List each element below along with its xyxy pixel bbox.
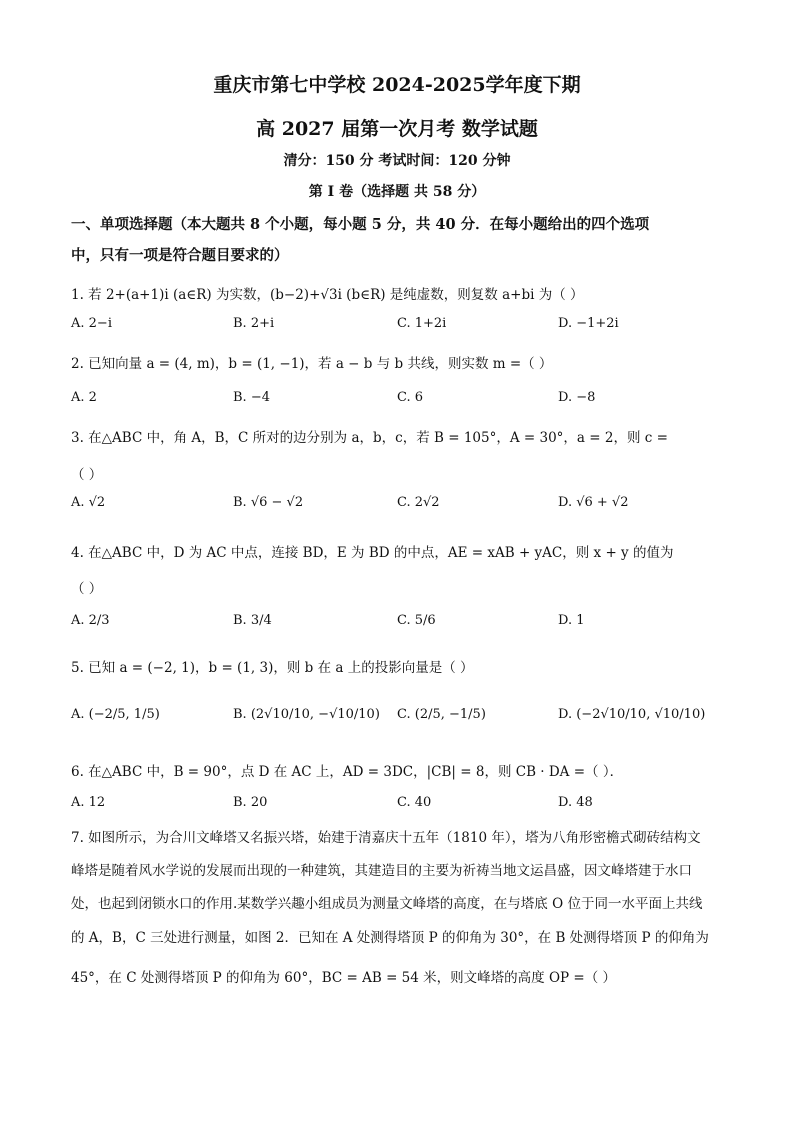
option-c: C. 2√2 — [397, 495, 440, 510]
option-c: C. 5/6 — [397, 613, 436, 628]
question-1-options — [0, 316, 794, 336]
question-6-stem: 6. 在△ABC 中，B = 90°，点 D 在 AC 上，AD = 3DC，|CB| = 8，则 CB · DA =（ ）． — [71, 764, 624, 780]
question-4-options — [0, 613, 794, 633]
question-4-stem: 4. 在△ABC 中，D 为 AC 中点，连接 BD，E 为 BD 的中点，AE = xAB + yAC，则 x + y 的值为 — [71, 545, 674, 561]
question-1-stem: 1. 若 2+(a+1)i (a∈R) 为实数，(b−2)+√3i (b∈R) 是纯虚数，则复数 a+bi 为（ ） — [71, 287, 584, 303]
option-a: A. (−2/5, 1/5) — [71, 707, 160, 722]
option-d: D. −8 — [558, 390, 596, 405]
option-d: D. √6 + √2 — [558, 495, 629, 510]
question-5-options — [0, 707, 794, 727]
option-a: A. 2/3 — [71, 613, 110, 628]
question-2-options — [0, 390, 794, 410]
option-d: D. (−2√10/10, √10/10) — [558, 707, 706, 722]
option-b: B. 20 — [233, 795, 268, 810]
question-7-line1: 7. 如图所示，为合川文峰塔又名振兴塔，始建于清嘉庆十五年（1810 年），塔为八角形密檐式砌砖结构文 — [71, 830, 701, 846]
question-7-line3: 处，也起到闭锁水口的作用.某数学兴趣小组成员为测量文峰塔的高度，在与塔底 O 位于同一水平面上共线 — [71, 896, 703, 912]
question-3-blank: （ ） — [71, 467, 103, 483]
option-c: C. 6 — [397, 390, 424, 405]
option-a: A. 2 — [71, 390, 97, 405]
question-5-stem: 5. 已知 a = (−2, 1)，b = (1, 3)，则 b 在 a 上的投影向量是（ ） — [71, 660, 474, 676]
option-b: B. (2√10/10, −√10/10) — [233, 707, 380, 722]
option-a: A. 12 — [71, 795, 106, 810]
exam-title: 重庆市第七中学校 2024-2025学年度下期 — [213, 74, 581, 96]
option-d: D. −1+2i — [558, 316, 619, 331]
option-a: A. √2 — [71, 495, 106, 510]
question-7-line4: 的 A，B，C 三处进行测量，如图 2．已知在 A 处测得塔顶 P 的仰角为 30°，在 B 处测得塔顶 P 的仰角为 — [71, 930, 709, 946]
exam-subtitle: 高 2027 届第一次月考 数学试题 — [256, 118, 538, 140]
option-c: C. 40 — [397, 795, 432, 810]
volume-heading: 第 I 卷（选择题 共 58 分） — [308, 184, 486, 200]
option-c: C. 1+2i — [397, 316, 447, 331]
question-3-options — [0, 495, 794, 515]
question-6-options — [0, 795, 794, 815]
option-b: B. 2+i — [233, 316, 275, 331]
question-7-line5: 45°，在 C 处测得塔顶 P 的仰角为 60°，BC = AB = 54 米，则文峰塔的高度 OP =（ ） — [71, 970, 616, 986]
section-heading-line2: 中，只有一项是符合题目要求的） — [71, 247, 289, 264]
option-b: B. −4 — [233, 390, 270, 405]
question-3-stem: 3. 在△ABC 中，角 A，B，C 所对的边分别为 a，b，c，若 B = 105°，A = 30°，a = 2，则 c = — [71, 430, 668, 446]
question-7-line2: 峰塔是随着风水学说的发展而出现的一种建筑，其建造目的主要为祈祷当地文运昌盛，因文峰塔建于水口 — [71, 863, 692, 879]
option-c: C. (2/5, −1/5) — [397, 707, 486, 722]
question-4-blank: （ ） — [71, 581, 103, 597]
section-heading-line1: 一、单项选择题（本大题共 8 个小题，每小题 5 分，共 40 分．在每小题给出的四个选项 — [71, 216, 650, 233]
option-b: B. √6 − √2 — [233, 495, 304, 510]
option-b: B. 3/4 — [233, 613, 272, 628]
question-2-stem: 2. 已知向量 a = (4, m)，b = (1, −1)，若 a − b 与 b 共线，则实数 m =（ ） — [71, 356, 553, 372]
score-time-info: 清分：150 分 考试时间：120 分钟 — [283, 153, 511, 169]
option-a: A. 2−i — [71, 316, 112, 331]
option-d: D. 48 — [558, 795, 593, 810]
option-d: D. 1 — [558, 613, 585, 628]
